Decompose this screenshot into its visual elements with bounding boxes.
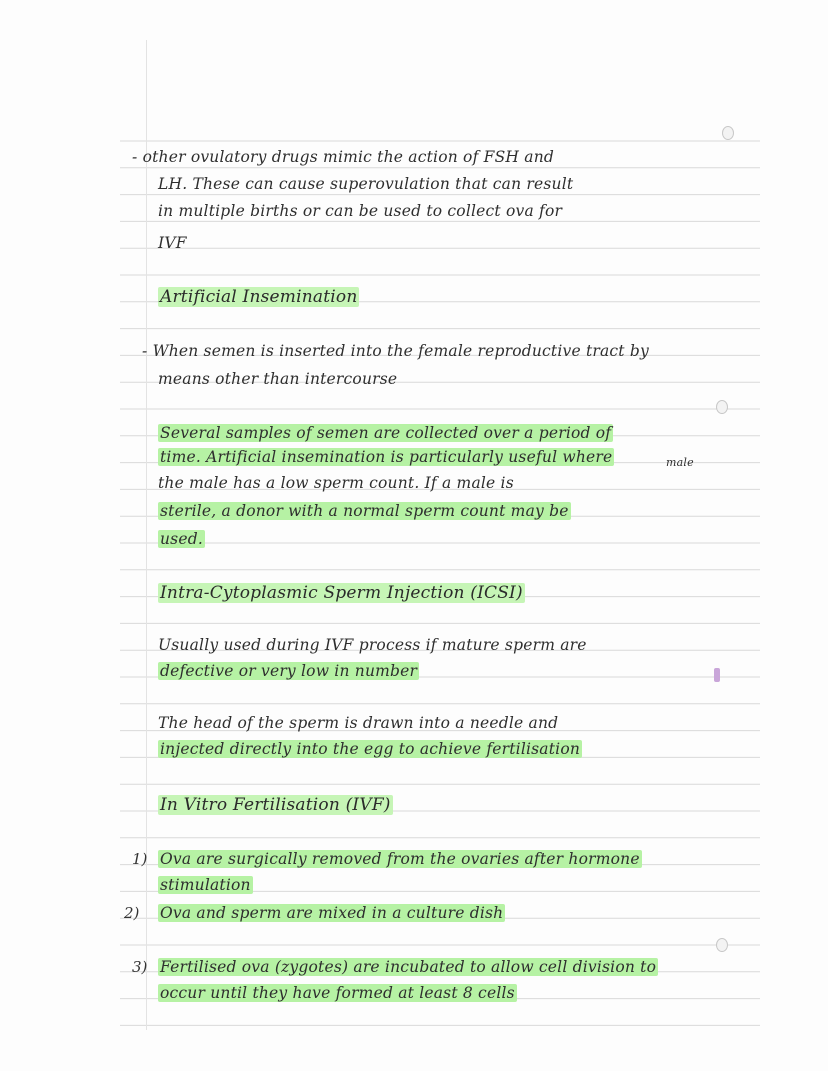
section-heading	[158, 286, 359, 308]
heading-text: Intra-Cytoplasmic Sperm Injection (ICSI)	[160, 583, 523, 603]
note-text: male	[666, 456, 694, 469]
heading-text: Artificial Insemination	[160, 287, 358, 307]
note-line	[158, 446, 614, 468]
note-line	[158, 874, 253, 896]
note-line	[158, 660, 419, 682]
note-line	[158, 902, 505, 924]
ink-mark	[714, 668, 720, 682]
note-line	[158, 500, 571, 522]
note-text: Fertilised ova (zygotes) are incubated to allow cell division to	[160, 958, 657, 976]
note-line	[158, 472, 514, 494]
note-text: stimulation	[160, 876, 251, 894]
note-text: time. Artificial insemination is particularly useful where	[160, 448, 613, 466]
note-text: The head of the sperm is drawn into a needle and	[158, 714, 559, 732]
section-heading	[158, 794, 393, 816]
heading-text: In Vitro Fertilisation (IVF)	[160, 795, 391, 815]
note-line	[158, 368, 397, 390]
note-line	[158, 982, 517, 1004]
note-text: injected directly into the egg to achieve fertilisation	[160, 740, 581, 758]
note-line	[158, 173, 573, 195]
list-number: 2)	[124, 904, 140, 922]
section-heading	[158, 582, 525, 604]
note-text: in multiple births or can be used to collect ova for	[158, 202, 563, 220]
note-line	[158, 956, 658, 978]
note-line	[158, 232, 187, 254]
note-text: defective or very low in number	[160, 662, 418, 680]
list-number: 1)	[132, 850, 148, 868]
margin-line	[146, 40, 147, 1030]
note-text: - other ovulatory drugs mimic the action of FSH and	[132, 148, 554, 166]
note-text: LH. These can cause superovulation that can result	[158, 175, 574, 193]
note-line	[158, 738, 582, 760]
note-line	[158, 712, 558, 734]
note-line	[158, 200, 562, 222]
note-text: Ova and sperm are mixed in a culture dish	[160, 904, 504, 922]
punch-hole-icon	[722, 126, 734, 140]
note-text: IVF	[158, 234, 187, 252]
note-line	[132, 146, 554, 168]
note-text: Ova are surgically removed from the ovaries after hormone	[160, 850, 640, 868]
note-line	[158, 422, 613, 444]
note-text: used.	[160, 530, 203, 548]
note-line	[158, 848, 642, 870]
note-line	[142, 340, 649, 362]
note-text: occur until they have formed at least 8 cells	[160, 984, 515, 1002]
note-text: sterile, a donor with a normal sperm count may be	[160, 502, 569, 520]
list-number: 3)	[132, 958, 148, 976]
punch-hole-icon	[716, 938, 728, 952]
note-text: Usually used during IVF process if mature sperm are	[158, 636, 587, 654]
note-insertion	[666, 456, 694, 470]
note-line	[158, 528, 205, 550]
note-text: means other than intercourse	[158, 370, 398, 388]
punch-hole-icon	[716, 400, 728, 414]
note-text: Several samples of semen are collected over a period of	[160, 424, 612, 442]
note-text: the male has a low sperm count. If a male is	[158, 474, 514, 492]
note-text: - When semen is inserted into the female reproductive tract by	[142, 342, 649, 360]
note-line	[158, 634, 587, 656]
